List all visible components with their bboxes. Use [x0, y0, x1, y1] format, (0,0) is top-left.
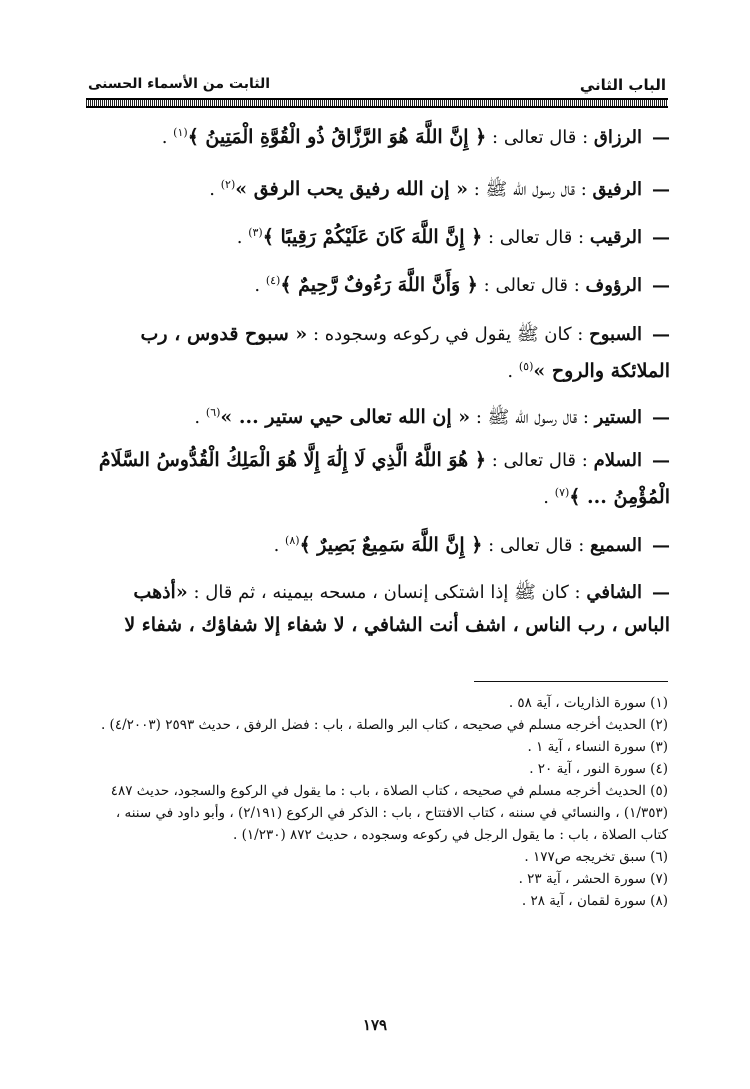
footnote-ref: (٨) — [285, 534, 300, 547]
footnote-ref: (٦) — [205, 406, 221, 419]
entry-quote: « سبوح قدوس ، رب الملائكة والروح » — [140, 323, 670, 382]
entry-rauf — [86, 268, 670, 299]
footnote: (٣) سورة النساء ، آية ١ . — [527, 739, 668, 755]
entry-dash: — — [652, 324, 670, 345]
footnotes — [94, 692, 668, 912]
footnote: (٢) الحديث أخرجه مسلم في صحيحه ، كتاب البر والصلة ، باب : فضل الرفق ، حديث ٢٥٩٣ (٤/٢٠٠٣) . — [100, 717, 668, 733]
entry-end: . — [161, 127, 168, 148]
entry-intro: : قال رسول الله ﷺ : — [473, 179, 587, 200]
section-title: الثابت من الأسماء الحسنى — [88, 76, 271, 92]
footnote: (١) سورة الذاريات ، آية ٥٨ . — [508, 695, 668, 711]
entry-intro: : قال تعالى : — [488, 535, 585, 556]
entry-intro: : كان ﷺ يقول في ركوعه وسجوده : — [312, 324, 584, 345]
entry-subbuh — [86, 318, 670, 388]
footnote-ref: (١) — [173, 126, 188, 139]
entry-end: . — [236, 227, 243, 248]
entry-dash: — — [652, 582, 670, 603]
entry-raqib — [86, 220, 670, 251]
footnote: (٧) سورة الحشر ، آية ٢٣ . — [518, 871, 668, 887]
entry-end: . — [543, 487, 550, 508]
entry-end: . — [254, 275, 261, 296]
entry-quote: ﴿ هُوَ اللَّهُ الَّذِي لَا إِلَٰهَ إِلَّا هُوَ الْمَلِكُ الْقُدُّوسُ السَّلَامُ الْمُؤْمِنُ ... ﴾ — [98, 449, 670, 508]
chapter-title: الباب الثاني — [579, 76, 666, 94]
entry-salam — [86, 444, 670, 514]
entry-sitteer — [86, 400, 670, 431]
entry-end: . — [209, 179, 216, 200]
entry-end: . — [273, 535, 280, 556]
entry-term: الرزاق — [593, 127, 642, 148]
entry-intro: : قال تعالى : — [487, 227, 585, 248]
entry-intro: : قال تعالى : — [491, 450, 588, 471]
entry-term: الرؤوف — [585, 275, 642, 296]
footnote-ref: (٧) — [554, 486, 570, 499]
entry-term: الستير — [594, 407, 642, 428]
entry-end: . — [507, 361, 514, 382]
entry-end: . — [194, 407, 201, 428]
entry-quote: ﴿ إِنَّ اللَّهَ كَانَ عَلَيْكُمْ رَقِيبًا ﴾ — [262, 226, 483, 248]
entry-intro: : كان ﷺ إذا اشتكى إنسان ، مسحه بيمينه ، ثم قال : — [193, 582, 581, 603]
entry-intro: : قال رسول الله ﷺ : — [475, 407, 589, 428]
footnote: (٤) سورة النور ، آية ٢٠ . — [529, 761, 668, 777]
page-number: ١٧٩ — [362, 1016, 388, 1034]
entry-dash: — — [652, 407, 670, 428]
entry-quote: ﴿ إِنَّ اللَّهَ سَمِيعٌ بَصِيرٌ ﴾ — [299, 534, 483, 556]
entry-term: الرفيق — [592, 179, 642, 200]
running-header — [88, 70, 666, 100]
entry-razzaq — [86, 120, 670, 151]
entry-dash: — — [652, 179, 670, 200]
footnote: (٦) سبق تخريجه ص١٧٧ . — [524, 849, 668, 865]
entry-term: السميع — [590, 535, 642, 556]
entry-dash: — — [652, 535, 670, 556]
entry-rafiq — [86, 172, 670, 203]
footnote-divider — [474, 681, 668, 682]
footnote-ref: (٤) — [265, 274, 281, 287]
entry-quote: ﴿ إِنَّ اللَّهَ هُوَ الرَّزَّاقُ ذُو الْقُوَّةِ الْمَتِينُ ﴾ — [187, 126, 487, 148]
entry-dash: — — [652, 127, 670, 148]
entry-quote: « إن الله تعالى حيي ستير ... » — [220, 406, 471, 428]
entry-intro: : قال تعالى : — [483, 275, 580, 296]
entry-dash: — — [652, 227, 670, 248]
entry-term: السبوح — [589, 324, 642, 345]
entry-shafi — [86, 576, 670, 642]
entry-term: الرقيب — [589, 227, 642, 248]
entry-dash: — — [652, 450, 670, 471]
entry-samee — [86, 528, 670, 559]
entry-quote: ﴿ وَأَنَّ اللَّهَ رَءُوفٌ رَّحِيمٌ ﴾ — [280, 274, 478, 296]
entry-dash: — — [652, 275, 670, 296]
entry-quote: «أذهب الباس ، رب الناس ، اشف أنت الشافي ، لا شفاء إلا شفاؤك ، شفاء لا — [124, 581, 670, 636]
header-divider — [86, 98, 668, 108]
entry-intro: : قال تعالى : — [492, 127, 589, 148]
entry-term: الشافي — [586, 582, 642, 603]
footnote: (٨) سورة لقمان ، آية ٢٨ . — [521, 893, 668, 909]
entry-term: السلام — [593, 450, 642, 471]
footnote-ref: (٢) — [220, 178, 236, 191]
footnote: (٥) الحديث أخرجه مسلم في صحيحه ، كتاب الصلاة ، باب : ما يقول في الركوع والسجود، حديث ٤٨٧ (١/٣٥٣) ، والنسائي في سننه ، كتاب الافتتاح ، باب : الذكر في الركوع (٢/١٩١) ، وأبو داود في سننه ، كتاب الصلاة ، باب : ما يقول الرجل في ركوعه وسجوده ، حديث ٨٧٢ (١/٢٣٠) . — [110, 783, 668, 843]
footnote-ref: (٣) — [248, 226, 263, 239]
footnote-ref: (٥) — [518, 360, 534, 373]
entry-quote: « إن الله رفيق يحب الرفق » — [235, 178, 469, 200]
